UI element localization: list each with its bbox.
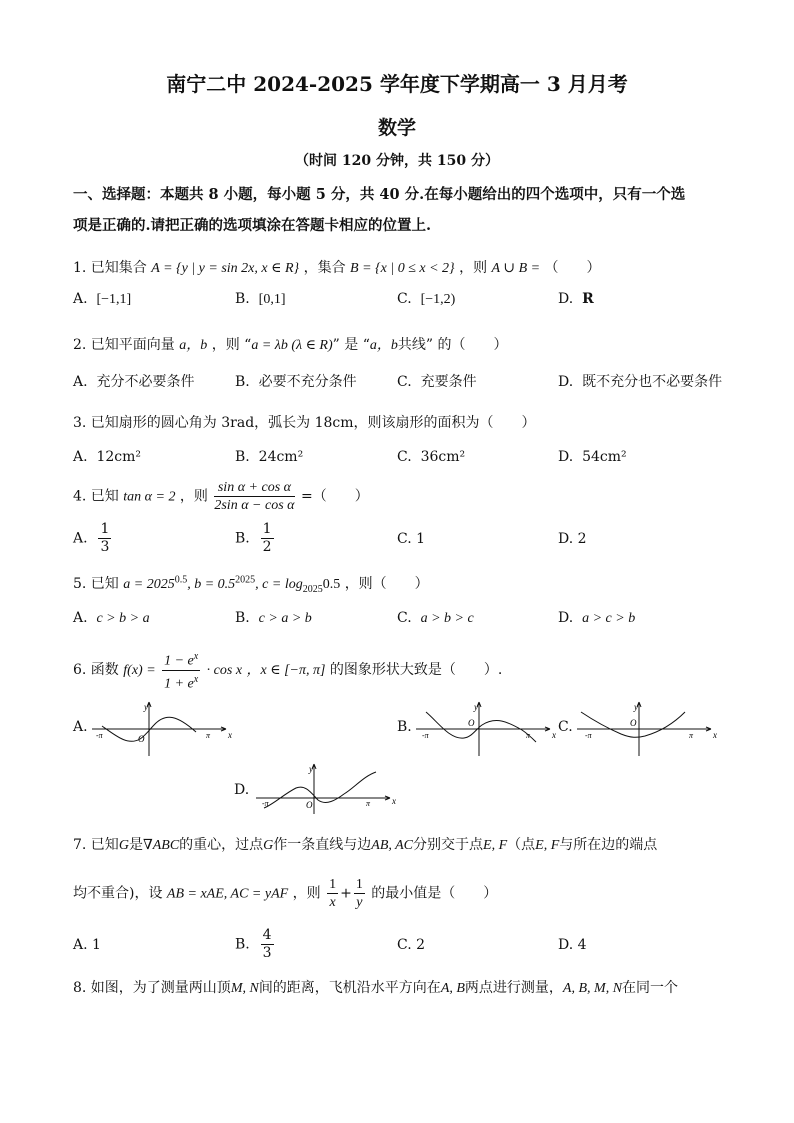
subject-title: 数学 — [377, 117, 416, 139]
q6-graph-a — [88, 698, 238, 758]
q6-option-b-label: B. — [397, 719, 412, 735]
q1-option-b: B. [0,1] — [235, 291, 286, 307]
q6-option-d-label: D. — [234, 782, 250, 798]
svg-text:π: π — [689, 731, 694, 740]
svg-text:O: O — [138, 734, 145, 744]
q4-option-a: A. $\frac{1}{3}$ — [73, 521, 110, 555]
question-6: 6. 函数 f(x) = $\frac{1 - e^x}{1 + e^x}$ · cos x ，x ∈ [−π, π] 的图象形状大致是（ ）. — [73, 648, 502, 692]
q2-option-c: C. 充要条件 — [397, 374, 477, 390]
q1-set-b: B = {x | 0 ≤ x < 2} — [350, 261, 455, 276]
q2-option-b: B. 必要不充分条件 — [235, 374, 357, 390]
q1-option-d: D. R — [558, 291, 594, 307]
q1-post: ，则 — [459, 260, 488, 276]
q1-set-a: A = {y | y = sin 2x, x ∈ R} — [151, 261, 300, 276]
q1-expr: A ∪ B = — [491, 261, 541, 276]
svg-text:π: π — [366, 799, 371, 808]
q5-option-d: D. a > c > b — [558, 610, 636, 626]
svg-text:x: x — [552, 730, 556, 740]
q7-option-c: C. 2 — [397, 937, 426, 953]
q4-option-d: D. 2 — [558, 531, 587, 547]
q6-fraction: $\frac{1 - e^x}{1 + e^x}$ — [162, 648, 200, 692]
question-7-line1: 7. 已知G是∇ABC的重心，过点G作一条直线与边AB, AC分别交于点E, F（点E, F与所在边的端点 — [73, 837, 658, 853]
svg-text:-π: -π — [585, 731, 592, 740]
exam-title: 南宁二中 2024-2025 学年度下学期高一 3 月月考 — [166, 72, 628, 96]
q4-fraction: $\frac{\text{sin α + cos α}}{\text{2sin α − cos α}}$ — [214, 480, 295, 513]
question-7-line2: 均不重合)，设 AB = xAE, AC = yAF ，则 $\frac{1}{x}$ + $\frac{1}{y}$ 的最小值是（ ） — [73, 877, 498, 910]
q5-option-a: A. c > b > a — [73, 610, 150, 626]
q7-vector-eq: AB = xAE, AC = yAF — [166, 886, 289, 902]
svg-text:x: x — [228, 730, 232, 740]
section-heading-line2: 项是正确的.请把正确的选项填涂在答题卡相应的位置上. — [73, 217, 432, 234]
q6-graph-c — [573, 698, 723, 758]
svg-text:x: x — [392, 796, 396, 806]
q6-graph-b — [412, 698, 562, 758]
q7-option-d: D. 4 — [558, 937, 587, 953]
q4-option-b: B. $\frac{1}{2}$ — [235, 521, 272, 555]
q5-option-b: B. c > a > b — [235, 610, 312, 626]
q3-option-d: D. 54cm² — [558, 449, 627, 465]
section-heading-line1: 一、选择题：本题共 8 小题，每小题 5 分，共 40 分.在每小题给出的四个选项中，只有一个选 — [73, 186, 686, 203]
q2-vectors: a，b — [179, 338, 208, 353]
q7-option-b: B. $\frac{4}{3}$ — [235, 927, 272, 961]
time-note: （时间 120 分钟，共 150 分） — [295, 153, 499, 169]
q1-mid: ，集合 — [303, 260, 346, 276]
q6-option-a-label: A. — [73, 719, 88, 735]
svg-text:y: y — [474, 702, 478, 712]
q7-option-a: A. 1 — [73, 937, 101, 953]
svg-text:y: y — [634, 702, 638, 712]
q6-option-c-label: C. — [558, 719, 573, 735]
q1-option-c: C. [−1,2) — [397, 291, 456, 307]
q2-option-d: D. 既不充分也不必要条件 — [558, 374, 723, 390]
svg-text:O: O — [468, 718, 475, 728]
q2-option-a: A. 充分不必要条件 — [73, 374, 195, 390]
q5-option-c: C. a > b > c — [397, 610, 474, 626]
q4-option-c: C. 1 — [397, 531, 426, 547]
svg-text:O: O — [306, 800, 313, 810]
q1-option-a: A. [−1,1] — [73, 291, 132, 307]
svg-text:O: O — [630, 718, 637, 728]
q1-pre: 1. 已知集合 — [73, 260, 147, 276]
svg-text:x: x — [713, 730, 717, 740]
question-3: 3. 已知扇形的圆心角为 3rad，弧长为 18cm，则该扇形的面积为（ ） — [73, 415, 536, 431]
svg-text:π: π — [206, 731, 211, 740]
q3-option-a: A. 12cm² — [73, 449, 142, 465]
svg-text:π: π — [526, 731, 531, 740]
svg-text:y: y — [144, 702, 148, 712]
q3-option-c: C. 36cm² — [397, 449, 466, 465]
question-4: 4. 已知 tan α = 2 ，则 $\frac{\text{sin α + cos α}}{\text{2sin α − cos α}}$ =（ ） — [73, 480, 369, 513]
question-8: 8. 如图，为了测量两山顶M, N间的距离，飞机沿水平方向在A, B两点进行测量，A, B, M, N在同一个 — [73, 980, 679, 996]
q6-graph-d — [252, 760, 402, 816]
svg-text:-π: -π — [262, 799, 269, 808]
q4-condition: tan α = 2 — [123, 489, 176, 505]
question-1 — [73, 257, 601, 277]
question-5: 5. 已知 $a = 2025^{0.5}$, $b = 0.5^{2025}$, $c = \log_{2025}0.5$ ，则（ ） — [73, 574, 429, 595]
q3-option-b: B. 24cm² — [235, 449, 304, 465]
svg-text:-π: -π — [422, 731, 429, 740]
svg-text:y: y — [309, 764, 313, 774]
question-2: 2. 已知平面向量 a，b ，则 “a = λb (λ ∈ R)” 是 “a，b共线” 的（ ） — [73, 337, 508, 353]
q1-paren: （ ） — [544, 260, 601, 276]
q2-condition: a = λb (λ ∈ R) — [251, 338, 333, 353]
svg-text:-π: -π — [96, 731, 103, 740]
